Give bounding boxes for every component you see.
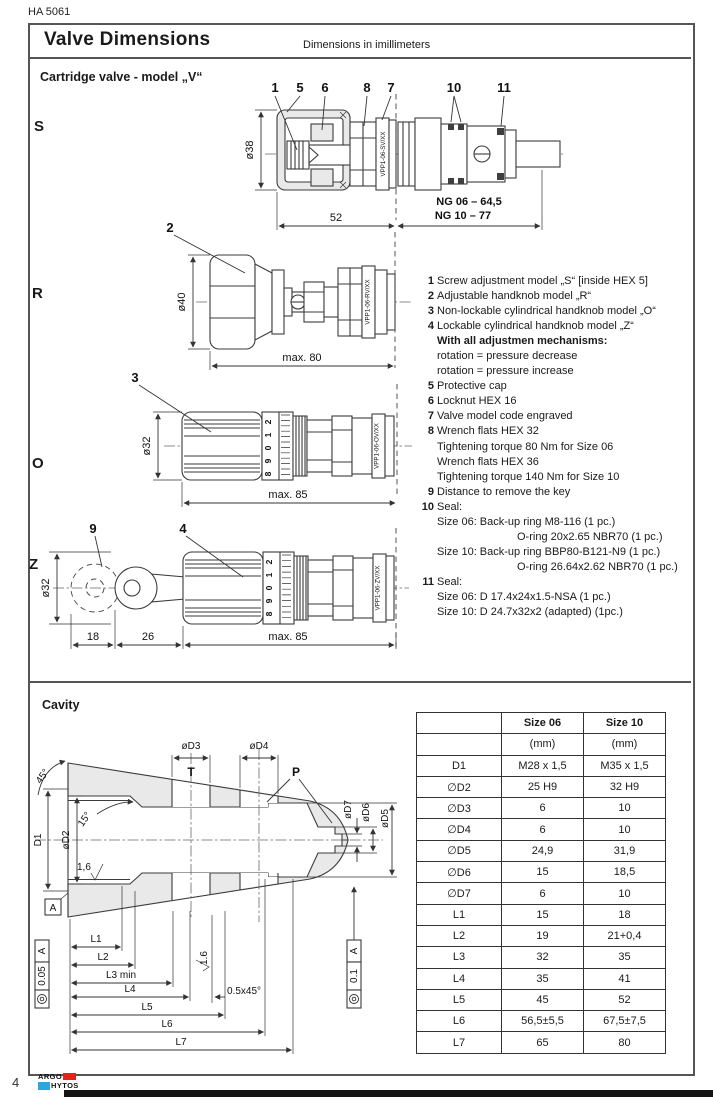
callout-4: 4: [179, 521, 187, 536]
legend-item-text: Screw adjustment model „S“ [inside HEX 5]: [437, 275, 648, 287]
legend-item-number: 5: [427, 380, 434, 393]
table-cell: M28 x 1,5: [502, 755, 584, 776]
legend-item-text: Wrench flats HEX 36: [437, 455, 539, 468]
legend-row: [419, 545, 697, 560]
legend-item-text: Seal:: [437, 575, 463, 588]
legend-item-text: Lockable cylindrical handknob model „Z“: [437, 320, 634, 333]
legend-row: [419, 364, 697, 379]
dim-max-85: max. 85: [268, 631, 308, 643]
table-cell: 6: [502, 883, 584, 904]
legend-item-number: [419, 605, 437, 620]
legend-row: [419, 304, 697, 319]
dimension-table: [416, 712, 666, 1054]
model-label-s: S: [34, 118, 45, 135]
port-label-p: P: [291, 765, 301, 779]
legend-item-text: Non-lockable cylindrical handknob model „O“: [437, 305, 656, 318]
legend-row: [419, 394, 697, 409]
table-cell: 25 H9: [502, 776, 584, 797]
table-cell: 35: [502, 968, 584, 989]
callout-1: 1: [271, 80, 279, 95]
scale-number: 2: [264, 559, 274, 565]
tol-frame-right-value: 0.1: [349, 969, 360, 983]
callout-2: 2: [166, 220, 174, 235]
legend-item-number: [419, 560, 437, 575]
legend-item-number: [419, 470, 437, 485]
tol-frame-left-datum: A: [37, 947, 48, 955]
dim-diameter-32: ø32: [40, 578, 52, 598]
dim-length-52: 52: [329, 212, 343, 224]
cavity-drawing: [35, 715, 420, 1070]
table-cell: ∅D2: [417, 776, 502, 797]
table-cell: 6: [502, 798, 584, 819]
table-cell: 56,5±5,5: [502, 1011, 584, 1032]
legend-row: [419, 515, 697, 530]
table-row: [417, 883, 666, 904]
legend-item-number: [419, 515, 437, 530]
callout-5: 5: [296, 80, 304, 95]
scale-number: 2: [263, 419, 273, 425]
legend-row: [419, 319, 697, 334]
logo-red-block: [63, 1073, 76, 1080]
logo-text-hytos: HYTOS: [51, 1080, 79, 1090]
legend-row: [419, 500, 697, 515]
legend-item-text: Size 06: D 17.4x24x1.5-NSA (1 pc.): [437, 590, 611, 603]
table-cell: L4: [417, 968, 502, 989]
table-cell: 15: [502, 862, 584, 883]
dim-ng10: NG 10 – 77: [434, 210, 492, 222]
header-divider: [30, 57, 691, 59]
legend-item-number: 4: [427, 320, 434, 333]
legend-row: [419, 379, 697, 394]
dim-l2: L2: [97, 952, 109, 963]
table-cell: L6: [417, 1011, 502, 1032]
dim-l3: L3 min: [105, 970, 137, 981]
legend-row: [419, 349, 697, 364]
legend-item-number: 8: [427, 425, 434, 438]
callout-10: 10: [446, 80, 462, 95]
model-s-geometry: [255, 94, 563, 230]
page-number: 4: [12, 1075, 20, 1090]
table-cell: 24,9: [502, 840, 584, 861]
scale-number: 0: [264, 585, 274, 591]
legend-row: [419, 470, 697, 485]
legend-item-number: [419, 545, 437, 560]
table-row: [417, 1011, 666, 1032]
dim-max-85: max. 85: [268, 489, 308, 501]
scale-number: 9: [264, 598, 274, 604]
table-cell: 10: [584, 883, 666, 904]
legend-row: [419, 575, 697, 590]
table-cell: [417, 713, 502, 734]
legend-item-text: Adjustable handknob model „R“: [437, 290, 592, 303]
table-cell: 6: [502, 819, 584, 840]
scale-number: 9: [263, 458, 273, 464]
scale-number: 1: [264, 572, 274, 578]
legend-item-text: Distance to remove the key: [437, 485, 571, 498]
legend-item-number: [419, 455, 437, 470]
cavity-geometry: [35, 749, 397, 1054]
label-d1: D1: [33, 833, 44, 847]
table-cell: 10: [584, 798, 666, 819]
legend-item-text: Size 06: Back-up ring M8-116 (1 pc.): [437, 515, 616, 528]
callout-8: 8: [363, 80, 371, 95]
legend-item-text: Protective cap: [437, 380, 507, 393]
model-r-geometry: [174, 232, 412, 370]
table-row: [417, 713, 666, 734]
label-roughness-bore: 1.6: [199, 951, 210, 965]
tol-frame-right-datum: A: [349, 947, 360, 955]
table-row: [417, 989, 666, 1010]
table-cell: 80: [584, 1032, 666, 1053]
port-label-t: T: [187, 765, 195, 779]
model-label-r: R: [32, 285, 43, 302]
legend-item-text: Size 10: Back-up ring BBP80-B121-N9 (1 pc.): [437, 545, 661, 558]
table-cell: 45: [502, 989, 584, 1010]
scale-number: 1: [263, 432, 273, 438]
legend-row: [419, 455, 697, 470]
table-row: [417, 968, 666, 989]
scale-number: 8: [264, 611, 274, 617]
document-code: HA 5061: [28, 6, 71, 18]
model-z-drawing: [35, 520, 420, 665]
table-cell: 32 H9: [584, 776, 666, 797]
legend-item-text: Tightening torque 80 Nm for Size 06: [437, 440, 614, 453]
table-cell: Size 06: [502, 713, 584, 734]
table-cell: 21+0,4: [584, 925, 666, 946]
legend-item-number: [419, 590, 437, 605]
legend-item-text: Valve model code engraved: [437, 410, 573, 423]
legend-row: [419, 274, 697, 289]
model-o-drawing: [120, 370, 420, 510]
scale-number: 0: [263, 445, 273, 451]
table-cell: (mm): [584, 734, 666, 755]
table-row: [417, 819, 666, 840]
legend-row: [419, 424, 697, 439]
legend-item-number: 11: [422, 575, 434, 588]
table-cell: Size 10: [584, 713, 666, 734]
table-row: [417, 798, 666, 819]
model-z-code-label: VPP1-06-ZV/XX: [374, 565, 382, 611]
dim-26: 26: [141, 631, 155, 643]
table-cell: 41: [584, 968, 666, 989]
legend-item-number: 6: [427, 395, 434, 408]
section-divider: [30, 681, 691, 683]
dim-ng06: NG 06 – 64,5: [436, 196, 502, 208]
legend-item-text: O-ring 26.64x2.62 NBR70 (1 pc.): [517, 560, 678, 573]
dim-l4: L4: [124, 984, 136, 995]
model-s-drawing: [235, 78, 565, 236]
dim-l6: L6: [161, 1019, 173, 1030]
table-cell: 31,9: [584, 840, 666, 861]
table-cell: L7: [417, 1032, 502, 1053]
table-cell: L5: [417, 989, 502, 1010]
logo-text-argo: ARGO: [38, 1071, 63, 1081]
legend-row: [419, 409, 697, 424]
table-cell: 19: [502, 925, 584, 946]
table-cell: 10: [584, 819, 666, 840]
label-d2: øD2: [61, 830, 72, 850]
argo-hytos-logo: [38, 1072, 79, 1090]
legend-item-number: [419, 349, 437, 364]
table-cell: 35: [584, 947, 666, 968]
table-row: [417, 755, 666, 776]
table-cell: D1: [417, 755, 502, 776]
legend-item-number: 1: [427, 275, 434, 287]
table-cell: ∅D4: [417, 819, 502, 840]
callout-7: 7: [387, 80, 395, 95]
model-r-drawing: [150, 218, 430, 380]
section-title-cartridge: Cartridge valve - model „V“: [40, 70, 203, 84]
page-title: Valve Dimensions: [44, 29, 211, 50]
model-o-code-label: VPP1-06-OV/XX: [373, 423, 381, 469]
table-row: [417, 776, 666, 797]
legend-row: [419, 560, 697, 575]
table-row: [417, 947, 666, 968]
label-roughness-thread: 1,6: [77, 862, 91, 873]
table-cell: L1: [417, 904, 502, 925]
table-cell: L2: [417, 925, 502, 946]
table-row: [417, 904, 666, 925]
table-row: [417, 1032, 666, 1053]
legend-item-text: rotation = pressure decrease: [437, 350, 578, 363]
table-cell: 32: [502, 947, 584, 968]
legend-row: [419, 530, 697, 545]
callout-3: 3: [131, 370, 139, 385]
table-cell: 18: [584, 904, 666, 925]
table-row: [417, 734, 666, 755]
model-s-code-label: VPP1-06-SV/XX: [380, 131, 387, 177]
logo-blue-block: [38, 1082, 50, 1090]
legend-item-text: O-ring 20x2.65 NBR70 (1 pc.): [517, 530, 663, 543]
dim-l7: L7: [175, 1037, 187, 1048]
model-r-code-label: VPP1-06-RV/XX: [364, 279, 372, 325]
section-title-cavity: Cavity: [42, 698, 80, 712]
legend-item-number: [419, 334, 437, 349]
legend-item-number: 2: [427, 290, 434, 303]
model-label-z: Z: [29, 556, 39, 573]
legend-row: [419, 334, 697, 349]
dim-18: 18: [86, 631, 100, 643]
legend-item-text: Seal:: [437, 500, 463, 513]
table-row: [417, 840, 666, 861]
legend-item-number: 10: [421, 500, 434, 513]
legend-row: [419, 590, 697, 605]
table-row: [417, 925, 666, 946]
legend-item-text: Size 10: D 24.7x32x2 (adapted) (1pc.): [437, 606, 623, 619]
model-label-o: O: [32, 455, 44, 472]
table-cell: ∅D5: [417, 840, 502, 861]
table-cell: ∅D3: [417, 798, 502, 819]
table-cell: L3: [417, 947, 502, 968]
legend-item-text: Wrench flats HEX 32: [437, 425, 539, 438]
label-d4: øD4: [249, 741, 269, 752]
table-cell: [417, 734, 502, 755]
page-bottom-bar: [64, 1090, 713, 1097]
legend-row: [419, 605, 697, 620]
label-angle-15: 15°: [76, 810, 94, 829]
dim-max-80: max. 80: [282, 352, 322, 364]
legend-row: [419, 485, 697, 500]
legend-item-text: With all adjustmen mechanisms:: [437, 335, 608, 348]
callout-9: 9: [89, 521, 97, 536]
legend-item-text: rotation = pressure increase: [437, 365, 574, 378]
label-angle-45: 45°: [34, 767, 52, 786]
label-chamfer: 0.5x45°: [227, 986, 262, 997]
model-z-geometry: [49, 528, 409, 650]
dim-diameter-38: ø38: [244, 140, 256, 160]
callout-11: 11: [497, 80, 511, 95]
scale-number: 8: [263, 471, 273, 477]
legend-item-number: 9: [427, 485, 434, 498]
table-cell: 18,5: [584, 862, 666, 883]
legend-item-text: Tightening torque 140 Nm for Size 10: [437, 470, 620, 483]
table-row: [417, 862, 666, 883]
legend-item-number: 3: [427, 305, 434, 318]
table-cell: (mm): [502, 734, 584, 755]
table-cell: 52: [584, 989, 666, 1010]
legend-row: [419, 289, 697, 304]
legend-item-number: [419, 530, 437, 545]
table-cell: ∅D7: [417, 883, 502, 904]
tol-frame-left-value: 0.05: [37, 966, 48, 986]
table-cell: 15: [502, 904, 584, 925]
legend-list: [419, 274, 697, 620]
dim-diameter-40: ø40: [176, 292, 188, 312]
header-subtitle: Dimensions in imillimeters: [303, 39, 431, 51]
table-cell: ∅D6: [417, 862, 502, 883]
table-cell: 65: [502, 1032, 584, 1053]
callout-6: 6: [321, 80, 329, 95]
table-cell: M35 x 1,5: [584, 755, 666, 776]
table-cell: 67,5±7,5: [584, 1011, 666, 1032]
legend-item-number: [419, 364, 437, 379]
legend-item-text: Locknut HEX 16: [437, 395, 517, 408]
label-d7: øD7: [343, 800, 354, 819]
dim-diameter-32: ø32: [141, 436, 153, 456]
label-d6: øD6: [361, 803, 372, 822]
legend-item-number: [419, 440, 437, 455]
datum-flag-a: A: [49, 903, 57, 914]
legend-row: [419, 440, 697, 455]
legend-item-number: 7: [427, 410, 434, 423]
label-d5: øD5: [380, 809, 391, 828]
dim-l1: L1: [90, 934, 102, 945]
dim-l5: L5: [141, 1002, 153, 1013]
label-d3: øD3: [181, 741, 201, 752]
